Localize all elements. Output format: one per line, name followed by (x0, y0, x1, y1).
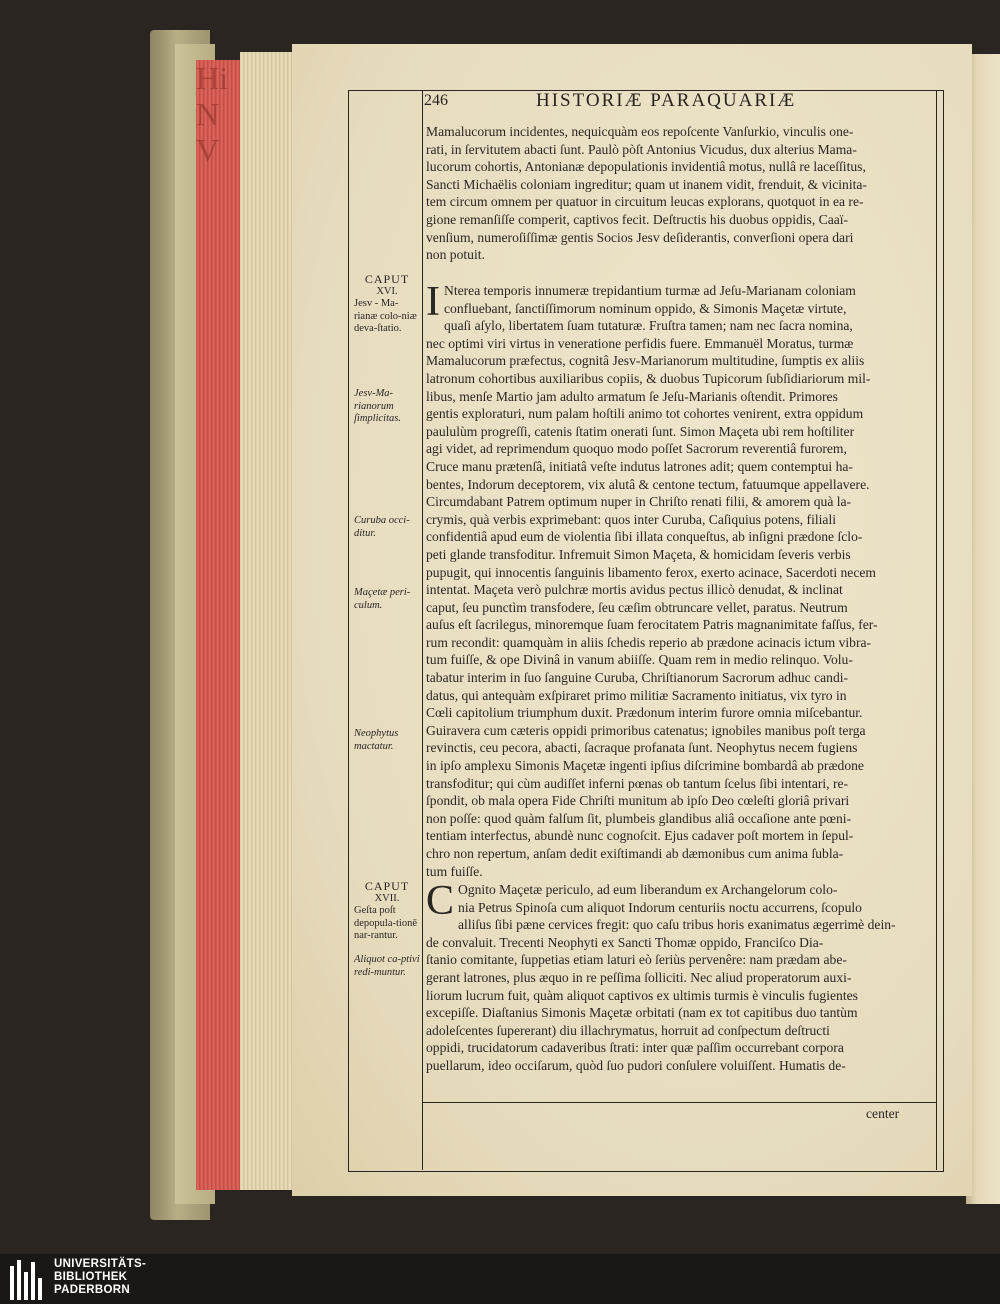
paragraph-1 (426, 123, 932, 264)
bottom-rule (422, 1102, 936, 1103)
text-line: gerant latrones, plus æquo in re peſſima ſolliciti. Nec aliud properatorum auxi- (426, 969, 852, 985)
text-line: liorum lucrum fuit, quàm aliquot captivos ex ultimis turmis è vinculis fugientes (426, 987, 858, 1003)
text-line: agi videt, ad reprimendum quoquo modo poſſet Sacrorum reverentiâ furorem, (426, 441, 847, 457)
text-line: quaſi aſylo, libertatem ſuam tutaturæ. Fruſtra tamen; nam nec ſacra nomina, (444, 318, 853, 334)
caput-label: CAPUT (364, 272, 410, 286)
text-line: non potuit. (426, 247, 485, 263)
text-line: auſus eſt ſacrilegus, minoremque ſuam ferocitatem Patris magnanimitate faſſus, fer- (426, 617, 878, 633)
library-name-line: BIBLIOTHEK (54, 1271, 128, 1283)
text-line: ſtanio comitante, ſuppetias etiam laturi eò ſeriùs pervenêre: nam prædam abe- (426, 952, 847, 968)
marginal-note-text: Maçetæ peri-culum. (354, 587, 411, 611)
text-line: Sancti Michaëlis coloniam ingreditur; quam ut inanem vidit, frenduit, & vicinita- (426, 176, 867, 192)
text-line: revinctis, ceu pecora, abacti, ſacraque profanata ſunt. Neophytus necem fugiens (426, 740, 858, 756)
text-line: Mamalucorum incidentes, nequicquàm eos repoſcente Vanſurkio, vinculis one- (426, 124, 854, 139)
marginal-note-text: Aliquot ca-ptivi redi-muntur. (354, 954, 420, 978)
marginal-note (354, 728, 420, 753)
text-line: paululùm progreſſi, catenis ſtatim onerati ſunt. Simon Maçeta ubi rem hoſtiliter (426, 423, 855, 439)
marginal-note (354, 388, 420, 426)
text-line: in ipſo amplexu Simonis Maçetæ ingenti ipſius diſcrimine bombardâ ab prædone (426, 758, 864, 774)
caput-summary: Geſta poſt depopula-tionē nar-rantur. (354, 905, 417, 942)
text-line: crymis, quà verbis exprimebant: quos inter Curuba, Caſiquius potens, filiali (426, 511, 837, 527)
text-line: Nterea temporis innumeræ trepidantium turmæ ad Jeſu-Marianam coloniam (444, 283, 856, 298)
text-line: nec optimi viri virtus in veneratione perfidis fuere. Emmanuël Moratus, turmæ (426, 335, 854, 351)
red-page-edges (196, 60, 242, 1190)
text-line: libus, menſe Martio jam adulto armatum ſe Jeſu-Marianis oſtendit. Primores (426, 388, 838, 404)
text-line: tabatur interim in ſuo ſanguine Curuba, Chriſtianorum Sacrorum adhuc candi- (426, 670, 849, 686)
text-line: Ognito Maçetæ periculo, ad eum liberandum ex Archangelorum colo- (458, 882, 838, 897)
text-line: chro non repertum, anſam dedit exiſtimandi ab dæmonibus cum anima ſubla- (426, 846, 844, 861)
caput-summary: Jesv - Ma-rianæ colo-niæ deva-ſtatio. (354, 298, 417, 335)
text-line: caput, ſeu punctìm transfodere, ſeu cæſim obtruncare vellet, paratus. Neutrum (426, 599, 848, 615)
caput-number: XVII. (374, 892, 400, 904)
text-line: latronum cohortibus auxiliaribus copiis, & duobus Tupicorum ſubſidiariorum mil- (426, 370, 871, 386)
page-header (424, 92, 936, 118)
marginal-note-text: Jesv-Ma-rianorum ſimplicitas. (354, 388, 401, 425)
text-line: non poſſe: quod quàm falſum ſit, plumbeis glandibus aliâ occaſione ante pœni- (426, 810, 852, 826)
paragraph-3 (426, 878, 932, 1075)
text-line: nia Petrus Spinoſa cum aliquot Indorum centuriis noctu accurrens, ſcopulo (458, 899, 862, 915)
page-edges (240, 52, 296, 1190)
text-line: confluebant, ſanctiſſimorum nominum oppido, & Simonis Maçetæ virtute, (444, 300, 847, 316)
margin-rule (422, 90, 423, 1170)
text-line: Circumdabant Patrem optimum nuper in Chriſto renati filii, & amorem quà la- (426, 494, 852, 510)
text-line: puellarum, ideo occiſarum, quòd ſuo pudori conſulere voluiſſent. Humatis de- (426, 1057, 846, 1073)
text-line: alliſus ſibi pæne cervices fregit: quo caſu tribus horis exanimatus ægerrimè dein- (458, 917, 896, 933)
marginal-note (354, 954, 420, 979)
text-line: intentat. Maçeta verò pulchræ mortis avidus pectus illicò denudat, & inclinat (426, 582, 843, 598)
caput-number: XVI. (376, 285, 398, 297)
text-line: bentes, Indorum deceptorem, vix alutâ & centone tectum, fatuumque appellavere. (426, 476, 870, 492)
text-line: rum recondit: quamquàm in aliis ſchedis reperio ab prædone acinacis ictum vibra- (426, 634, 872, 650)
marginal-note (354, 515, 420, 540)
text-line: tum fuiſſe, & ope Divinâ in vanum abiiſſe. Quam rem in medio relinquo. Volu- (426, 652, 853, 668)
text-line: excepiſſe. Diaſtanius Simonis Maçetæ orbitati (nam ex tot capitibus duo tantùm (426, 1005, 858, 1021)
marginal-note-caput-xvii (354, 880, 420, 943)
text-line: ſpondit, ob mala opera Fide Chriſti munitum ab ipſo Deo cœleſti gloriâ privari (426, 793, 850, 809)
text-line: oppidi, trucidatorum cadaveribus ſtrati: inter quæ paſſim occurrebant corpora (426, 1040, 844, 1056)
library-name-line: PADERBORN (54, 1284, 130, 1296)
text-line: pupugit, qui innocentis ſanguinis libamento ferox, exerto acinace, Sacerdoti necem (426, 564, 876, 580)
dropcap-i: I (426, 279, 440, 325)
marginal-note (354, 587, 420, 612)
library-name (54, 1258, 146, 1297)
marginal-note-text: Curuba occi-ditur. (354, 515, 410, 539)
text-line: peti glande transfoditur. Infremuit Simon Maçeta, & homicidam ſeveris verbis (426, 546, 851, 562)
text-line: confidentiâ apud eum de violentia ſibi illata conqueſtus, ab inſigni prædone ſclo- (426, 529, 863, 545)
marginal-note-text: Neophytus mactatur. (354, 728, 399, 752)
right-rule (936, 90, 937, 1170)
text-line: transfoditur; qui cùm audiſſet inferni pœnas ob tantum ſcelus ſibi intentari, re- (426, 775, 849, 791)
paragraph-2 (426, 279, 932, 880)
text-line: tem circum omnem per quatuor in circuitum leucas explorans, quotquot in ea re- (426, 194, 864, 210)
page-number: 246 (424, 92, 448, 109)
caput-label: CAPUT (364, 879, 410, 893)
library-logo-icon (10, 1258, 50, 1300)
text-line: gione remanſiſſe comperit, captivos fecit. Deſtructis his duobus oppidis, Caaï- (426, 211, 849, 227)
text-line: venſium, numeroſiſſimæ gentis Socios Jesv deſiderantis, converſioni opera dari (426, 229, 854, 245)
spine-ghost-text: Hi N V (196, 60, 228, 168)
footer-bar (0, 1254, 1000, 1304)
text-line: Guiravera cum cæteris oppidi primoribus catenatus; ignobiles manibus poſt terga (426, 722, 866, 738)
running-title: HISTORIÆ PARAQUARIÆ (536, 90, 797, 111)
text-line: lucorum cohortis, Antonianæ depopulationis invidentiâ motus, nullâ re laceſſitus, (426, 159, 866, 175)
text-line: datus, qui antequàm exſpiraret primo militiæ Sacramento initiatus, vix tyro in (426, 687, 847, 703)
text-line: Cœli capitolium triumphum duxit. Prædonum interim furore omnia miſcebantur. (426, 705, 863, 721)
text-line: tentiam interfectus, abundè nunc cognoſcit. Ejus cadaver poſt mortem in ſepul- (426, 828, 854, 844)
catchword: center (866, 1106, 900, 1121)
text-line: rati, in ſervitutem abacti ſunt. Paulò pòſt Antonius Vicudus, dux alterius Mama- (426, 141, 857, 157)
text-line: adoleſcentes ſupererant) diu illachrymatus, horruit ad conſpectum deſtructi (426, 1022, 830, 1038)
text-line: Cruce manu prætenſâ, initiatâ veſte indutus latrones adit; quem contemptui ha- (426, 458, 853, 474)
text-line: gentis exploraturi, num palam hoſtili animo tot cohortes venirent, extra oppidum (426, 406, 864, 422)
marginal-note-caput-xvi (354, 273, 420, 336)
text-line: Mamalucorum præfectus, cognitâ Jesv-Marianorum multitudine, ſumptis ex aliis (426, 353, 865, 369)
text-line: de convaluit. Trecenti Neophyti ex Sancti Thomæ oppido, Franciſco Dia- (426, 934, 824, 950)
dropcap-c: C (426, 878, 455, 924)
library-name-line: UNIVERSITÄTS- (54, 1258, 147, 1270)
text-line: tum fuiſſe. (426, 863, 483, 879)
